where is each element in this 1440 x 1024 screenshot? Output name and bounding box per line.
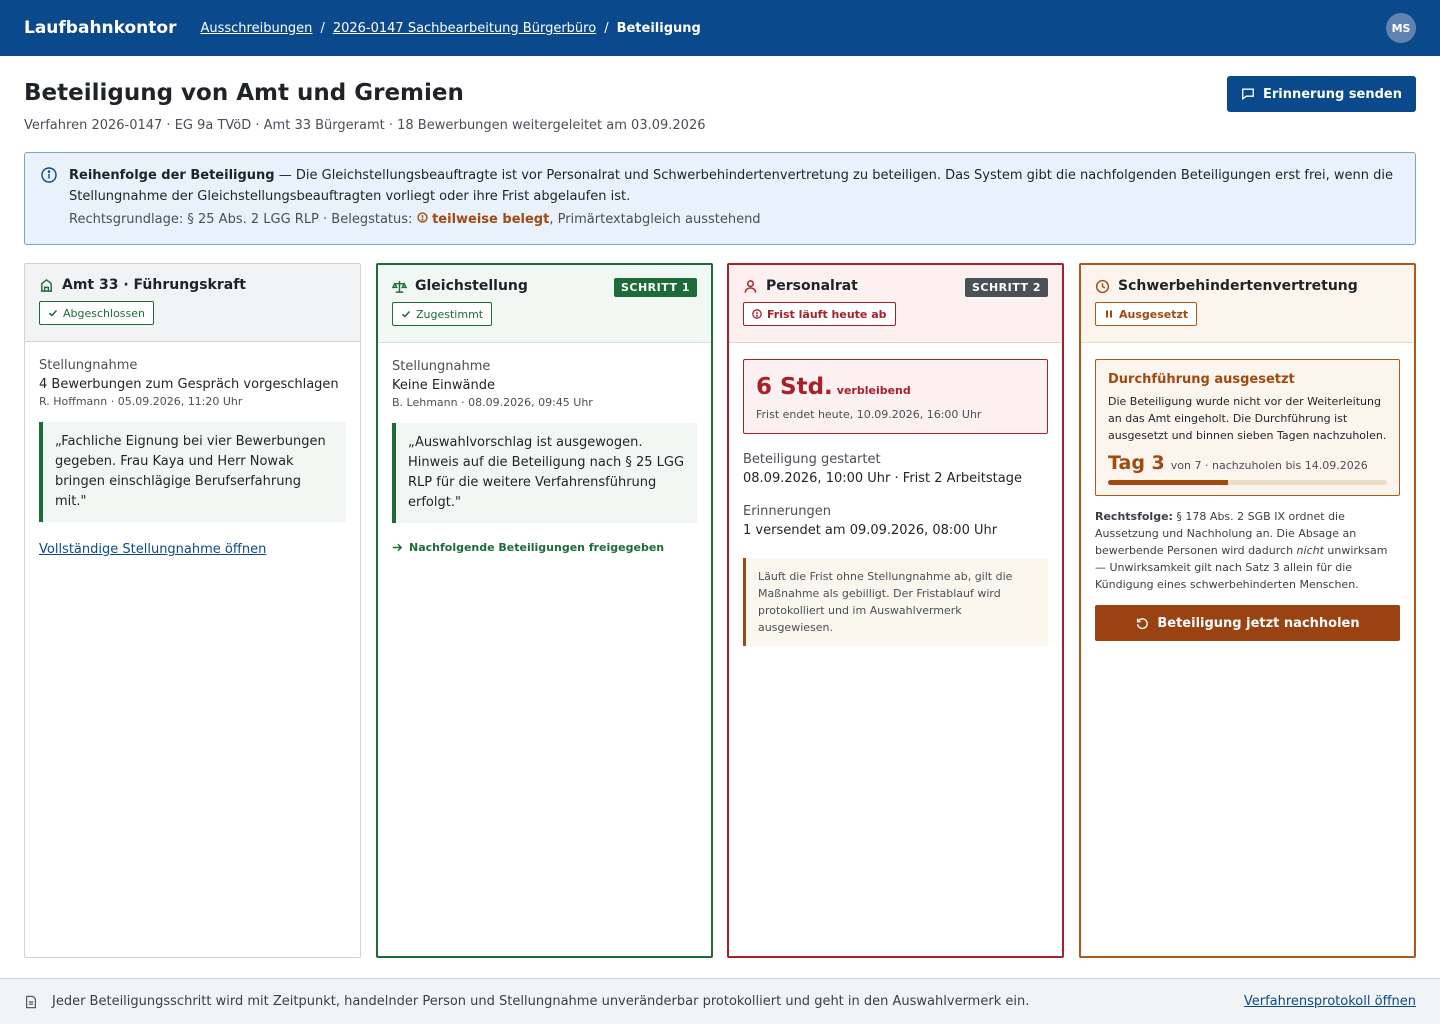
arrow-right-icon [392, 542, 403, 553]
started-value: 08.09.2026, 10:00 Uhr · Frist 2 Arbeitstage [743, 471, 1022, 486]
statement-meta: B. Lehmann · 08.09.2026, 09:45 Uhr [392, 396, 593, 409]
next-steps-text: Nachfolgende Beteiligungen freigegeben [409, 541, 665, 554]
day-progress-bar [1108, 480, 1387, 485]
started-block [743, 452, 1048, 486]
day-counter [1108, 452, 1387, 474]
info-banner [24, 152, 1416, 245]
statement-quote: „Fachliche Eignung bei vier Bewerbungen gegeben. Frau Kaya und Herr Nowak bringen einschlägige Berufserfahrung mit." [39, 422, 346, 522]
banner-lead: Reihenfolge der Beteiligung [69, 168, 275, 183]
footer-bar [0, 978, 1440, 1024]
send-reminder-button[interactable] [1227, 76, 1416, 112]
document-icon [24, 995, 38, 1009]
statement-label: Stellungnahme [39, 358, 138, 373]
warning-circle-icon [417, 212, 428, 223]
legal-consequence [1095, 508, 1400, 593]
status-text: Abgeschlossen [63, 306, 145, 320]
refresh-icon [1135, 616, 1149, 630]
day-sub: von 7 · nachzuholen bis 14.09.2026 [1170, 459, 1368, 472]
day-label: Tag 3 [1108, 452, 1165, 474]
message-icon [1241, 87, 1255, 101]
banner-legal-suffix: , Primärtextabgleich ausstehend [549, 212, 761, 227]
column-header [25, 264, 360, 342]
open-statement-link[interactable]: Vollständige Stellungnahme öffnen [39, 542, 267, 557]
info-icon [41, 167, 57, 183]
banner-legal-prefix: Rechtsgrundlage: § 25 Abs. 2 LGG RLP · Belegstatus: [69, 212, 417, 227]
banner-legal [69, 209, 1399, 230]
column-gleichstellung [376, 263, 713, 958]
deadline-remaining [756, 374, 1035, 400]
next-steps-released [392, 541, 697, 554]
status-text: Ausgesetzt [1119, 307, 1189, 321]
status-badge [39, 301, 154, 325]
status-badge [743, 302, 896, 326]
reminders-value: 1 versendet am 09.09.2026, 08:00 Uhr [743, 523, 998, 538]
banner-text [69, 165, 1399, 207]
brand-logo[interactable]: Laufbahnkontor [24, 18, 177, 38]
pause-icon [1104, 309, 1114, 319]
page-title: Beteiligung von Amt und Gremien [24, 80, 464, 106]
page-subtitle: Verfahren 2026-0147 · EG 9a TVöD · Amt 33 Bürgeramt · 18 Bewerbungen weitergeleitet am 03.09.2026 [24, 118, 706, 133]
breadcrumb-verfahren[interactable]: 2026-0147 Sachbearbeitung Bürgerbüro [332, 20, 597, 36]
column-title-text: Amt 33 · Führungskraft [62, 277, 246, 293]
scale-icon [392, 279, 407, 294]
clock-icon [1095, 279, 1110, 294]
day-progress-fill [1108, 480, 1228, 485]
column-body [729, 343, 1062, 662]
legal-emphasis: nicht [1296, 544, 1324, 557]
column-header [1081, 265, 1414, 343]
top-bar [0, 0, 1440, 56]
column-body [378, 343, 711, 570]
check-icon [48, 308, 58, 318]
status-text: Zugestimmt [416, 307, 484, 321]
reminders-label: Erinnerungen [743, 504, 831, 519]
column-sbv [1079, 263, 1416, 958]
statement-meta: R. Hoffmann · 05.09.2026, 11:20 Uhr [39, 395, 243, 408]
column-personalrat [727, 263, 1064, 958]
step-badge: SCHRITT 1 [614, 278, 697, 297]
open-protocol-link[interactable]: Verfahrensprotokoll öffnen [1243, 994, 1416, 1009]
reminders-block [743, 504, 1048, 538]
redo-participation-label: Beteiligung jetzt nachholen [1157, 615, 1360, 631]
status-text: Frist läuft heute ab [767, 307, 887, 321]
banner-body: — Die Gleichstellungsbeauftragte ist vor Personalrat und Schwerbehindertenvertretung zu beteiligen. Das System gibt die nachfolgenden Beteiligungen erst frei, wenn die Stellungnahme der Gleichstellungsbeauftragten vorliegt oder ihre Frist abgelaufen ist. [69, 168, 1393, 204]
breadcrumb-separator: / [320, 20, 325, 36]
legal-text-2: unwirksam — Unwirksamkeit gilt nach Satz 3 allein für die Kündigung eines schwerbehinderten Menschen. [1095, 544, 1388, 591]
started-label: Beteiligung gestartet [743, 452, 881, 467]
check-icon [401, 309, 411, 319]
footer-text: Jeder Beteiligungsschritt wird mit Zeitpunkt, handelnder Person und Stellungnahme unveränderbar protokolliert und geht in den Auswahlvermerk ein. [52, 994, 1030, 1009]
column-body [1081, 343, 1414, 657]
avatar[interactable]: MS [1386, 13, 1416, 43]
alert-circle-icon [752, 309, 762, 319]
column-title-text: Gleichstellung [415, 278, 528, 294]
statement-value: 4 Bewerbungen zum Gespräch vorgeschlagen [39, 377, 339, 392]
building-icon [39, 278, 54, 293]
column-header [729, 265, 1062, 343]
redo-participation-button[interactable] [1095, 605, 1400, 641]
suspension-box [1095, 359, 1400, 496]
column-amt [24, 263, 361, 958]
deadline-box [743, 359, 1048, 434]
statement-label: Stellungnahme [392, 359, 491, 374]
deadline-remaining-label: verbleibend [836, 384, 911, 397]
send-reminder-label: Erinnerung senden [1262, 86, 1402, 102]
breadcrumb [200, 21, 700, 36]
legal-lead: Rechtsfolge: [1095, 510, 1173, 523]
deadline-end: Frist endet heute, 10.09.2026, 16:00 Uhr [756, 408, 982, 421]
breadcrumb-separator: / [604, 20, 609, 36]
breadcrumb-ausschreibungen[interactable]: Ausschreibungen [200, 20, 313, 36]
evidence-status-warning [417, 212, 550, 227]
evidence-status-text: teilweise belegt [432, 212, 550, 227]
step-badge: SCHRITT 2 [965, 278, 1048, 297]
statement-value: Keine Einwände [392, 378, 496, 393]
statement-quote: „Auswahlvorschlag ist ausgewogen. Hinweis auf die Beteiligung nach § 25 LGG RLP für die weitere Verfahrensführung erfolgt." [392, 423, 697, 523]
column-title-text: Personalrat [766, 278, 858, 294]
suspension-text: Die Beteiligung wurde nicht vor der Weiterleitung an das Amt eingeholt. Die Durchführung ist ausgesetzt und binnen sieben Tagen nachzuholen. [1108, 395, 1387, 442]
status-badge [1095, 302, 1197, 326]
legal-text-1: § 178 Abs. 2 SGB IX ordnet die Aussetzung und Nachholung an. Die Absage an bewerbende Personen wird dadurch [1095, 510, 1357, 557]
column-title [39, 277, 346, 293]
deadline-note: Läuft die Frist ohne Stellungnahme ab, gilt die Maßnahme als gebilligt. Der Fristablauf wird protokolliert und im Auswahlvermerk ausgewiesen. [743, 558, 1048, 646]
column-header [378, 265, 711, 343]
suspension-title: Durchführung ausgesetzt [1108, 372, 1295, 387]
breadcrumb-current: Beteiligung [616, 20, 701, 36]
column-title [1095, 278, 1400, 294]
column-body [25, 342, 360, 573]
person-icon [743, 279, 758, 294]
deadline-hours: 6 Std. [756, 374, 833, 400]
column-title-text: Schwerbehindertenvertretung [1118, 278, 1358, 294]
status-badge [392, 302, 492, 326]
